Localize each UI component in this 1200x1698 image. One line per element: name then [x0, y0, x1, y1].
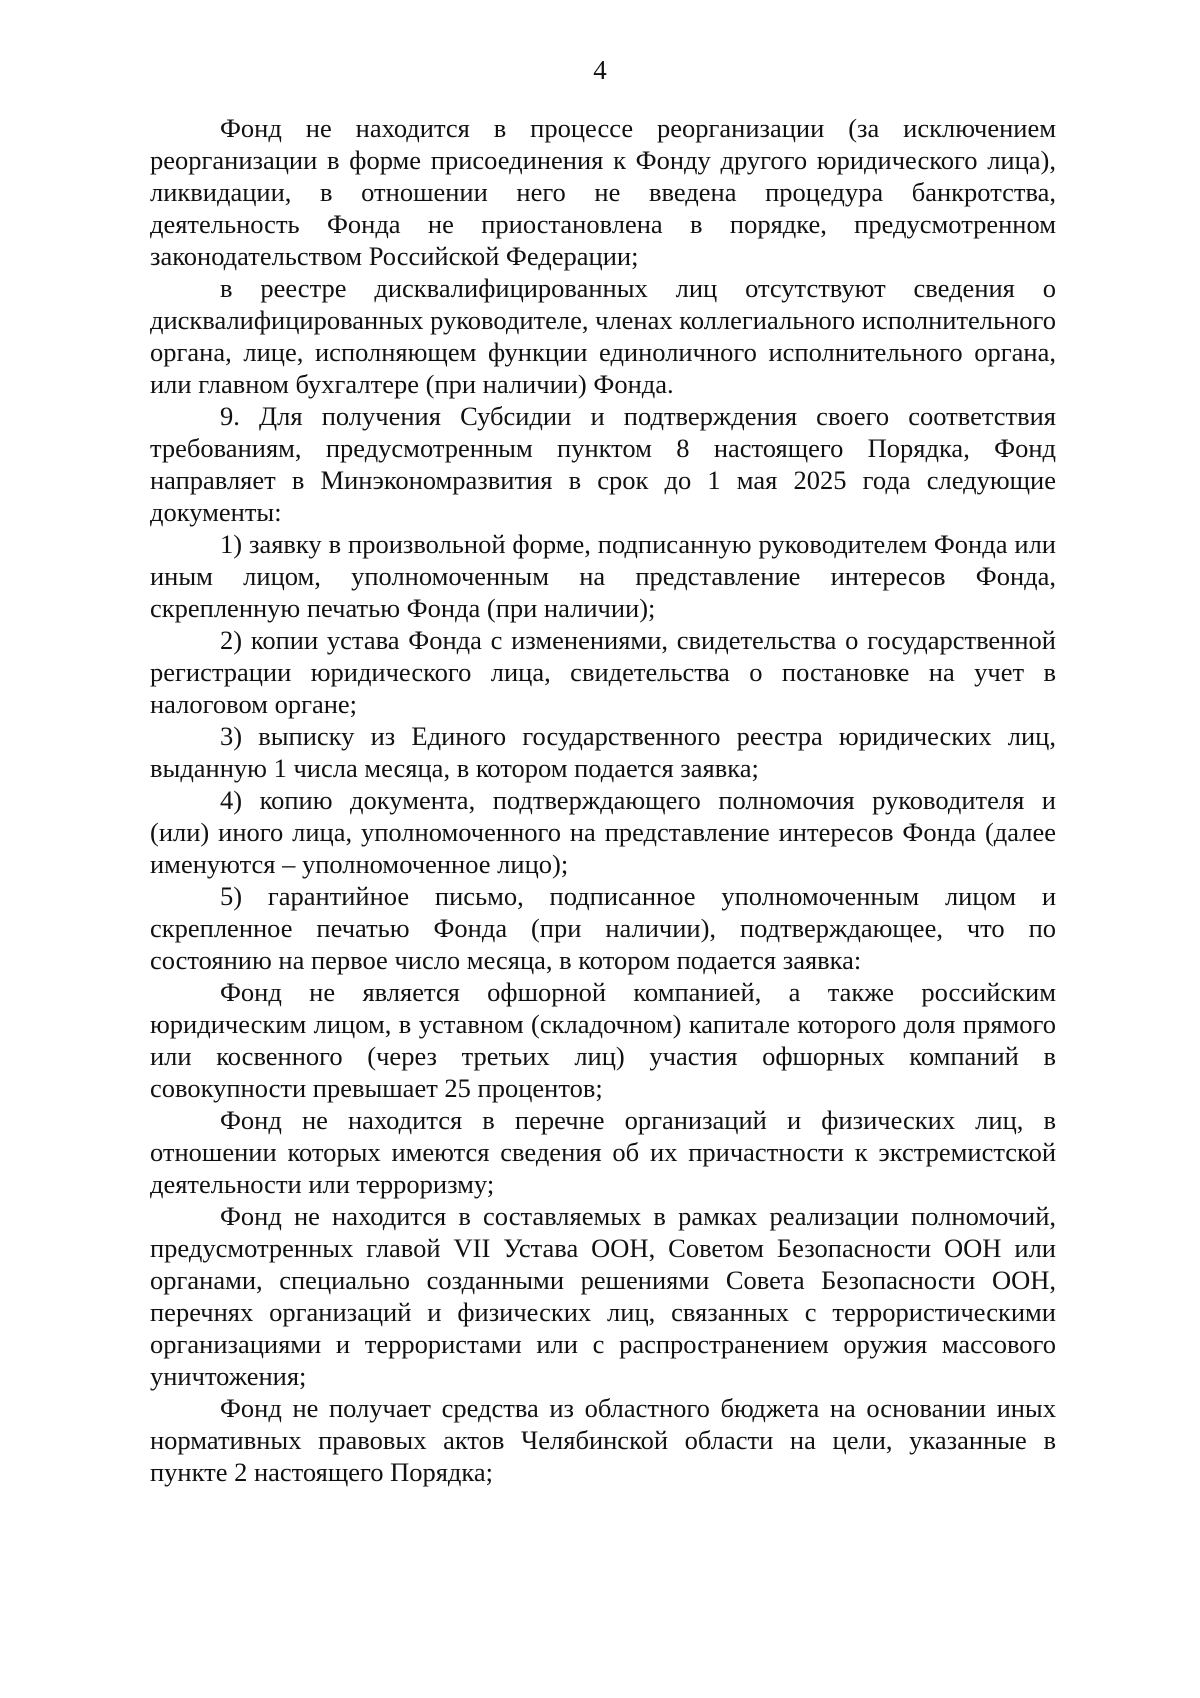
paragraph-un-security-council: Фонд не находится в составляемых в рамках реализации полномочий, предусмотренных главой VII Устава ООН, Советом Безопасности ООН или органами, специально созданными решениями Совета Безопасности ООН, перечнях организаций и физических лиц, связанных с террористическими организациями и террористами или с распространением оружия массового уничтожения; — [150, 1201, 1056, 1391]
page-number: 4 — [593, 55, 607, 85]
document-body — [150, 112, 1056, 1488]
paragraph-item-5-guarantee-letter: 5) гарантийное письмо, подписанное уполномоченным лицом и скрепленное печатью Фонда (при наличии), подтверждающее, что по состоянию на первое число месяца, в котором подается заявка: — [150, 881, 1056, 975]
paragraph-offshore: Фонд не является офшорной компанией, а также российским юридическим лицом, в уставном (складочном) капитале которого доля прямого или косвенного (через третьих лиц) участия офшорных компаний в совокупности превышает 25 процентов; — [150, 977, 1056, 1103]
paragraph-item-9: 9. Для получения Субсидии и подтверждения своего соответствия требованиям, предусмотренным пунктом 8 настоящего Порядка, Фонд направляет в Минэкономразвития в срок до 1 мая 2025 года следующие документы: — [150, 401, 1056, 527]
paragraph-item-1-application: 1) заявку в произвольной форме, подписанную руководителем Фонда или иным лицом, уполномоченным на представление интересов Фонда, скрепленную печатью Фонда (при наличии); — [150, 529, 1056, 623]
paragraph-item-3-registry-extract: 3) выписку из Единого государственного реестра юридических лиц, выданную 1 числа месяца, в котором подается заявка; — [150, 721, 1056, 783]
paragraph-disqualified-registry: в реестре дисквалифицированных лиц отсутствуют сведения о дисквалифицированных руководителе, членах коллегиального исполнительного органа, лице, исполняющем функции единоличного исполнительного органа, или главном бухгалтере (при наличии) Фонда. — [150, 273, 1056, 399]
paragraph-reorganization: Фонд не находится в процессе реорганизации (за исключением реорганизации в форме присоединения к Фонду другого юридического лица), ликвидации, в отношении него не введена процедура банкротства, деятельность Фонда не приостановлена в порядке, предусмотренном законодательством Российской Федерации; — [150, 113, 1056, 271]
paragraph-item-2-charter-copies: 2) копии устава Фонда с изменениями, свидетельства о государственной регистрации юридического лица, свидетельства о постановке на учет в налоговом органе; — [150, 625, 1056, 719]
paragraph-extremism-list: Фонд не находится в перечне организаций и физических лиц, в отношении которых имеются сведения об их причастности к экстремистской деятельности или терроризму; — [150, 1105, 1056, 1199]
paragraph-item-4-authority-document: 4) копию документа, подтверждающего полномочия руководителя и (или) иного лица, уполномоченного на представление интересов Фонда (далее именуются – уполномоченное лицо); — [150, 785, 1056, 879]
paragraph-regional-budget: Фонд не получает средства из областного бюджета на основании иных нормативных правовых актов Челябинской области на цели, указанные в пункте 2 настоящего Порядка; — [150, 1393, 1056, 1487]
